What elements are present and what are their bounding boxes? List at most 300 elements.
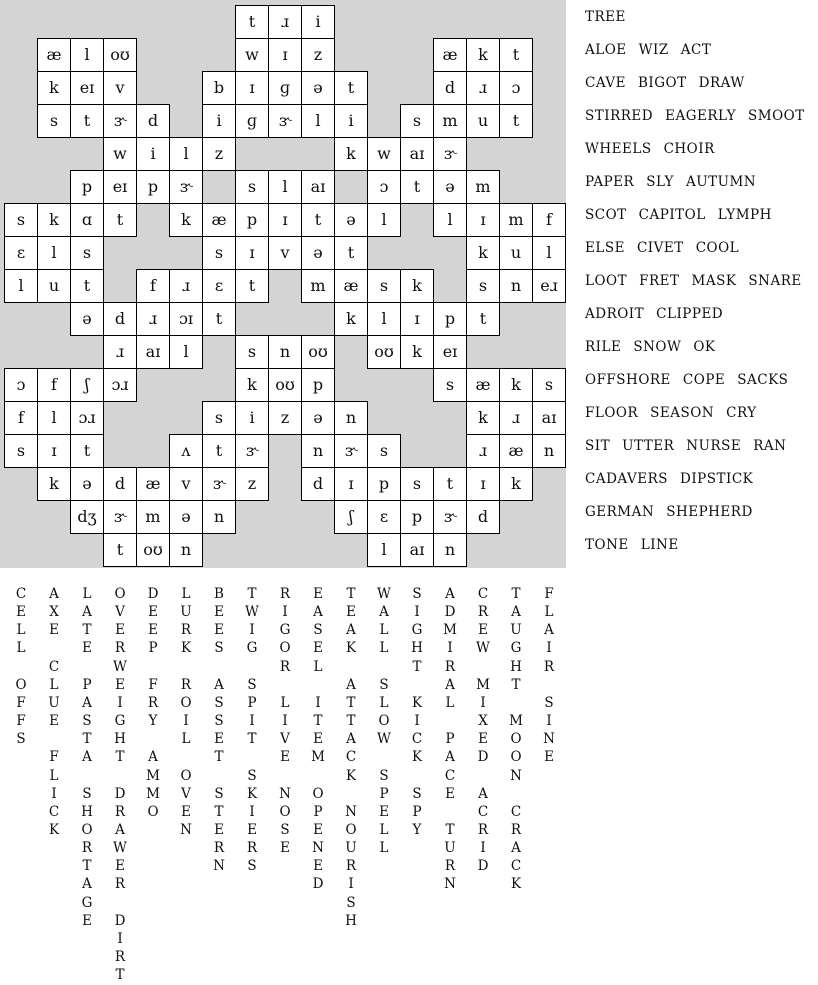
down-word-letter: M [476,676,490,693]
grid-cell: æ [499,434,533,468]
grid-cell: ə [334,203,368,237]
grid-cell: k [334,302,368,336]
across-words-row [585,170,756,194]
grid-cell: t [301,203,335,237]
down-word-letter: T [115,967,125,984]
grid-cell: æ [202,203,236,237]
down-word-letter: S [82,785,92,802]
grid-cell: k [37,71,71,105]
down-word-letter: O [510,749,522,766]
grid-cell: t [202,302,236,336]
down-word-letter: A [346,731,356,748]
grid-cell: ə [301,401,335,435]
grid-cell: d [433,71,467,105]
down-word-letter: R [81,840,93,857]
down-word-letter: I [414,604,420,621]
grid-cell: k [466,38,500,72]
down-word-letter: C [510,858,522,875]
down-word-letter: T [115,749,125,766]
down-word-letter: S [214,640,224,657]
down-word-letter: W [377,731,391,748]
down-word-letter: R [114,949,126,965]
across-words-row [585,38,711,62]
grid-cell: aɪ [136,335,170,369]
down-word-letter: T [511,676,521,693]
down-word-letter: P [412,803,422,820]
down-word-letter: E [82,640,92,657]
down-word-letter: X [49,604,59,621]
down-word-letter: I [249,713,255,730]
down-word-letter: O [180,767,192,784]
down-word-letter: E [148,604,158,621]
down-word-letter: T [82,731,92,748]
grid-cell: ɹ [169,269,203,303]
grid-cell: t [334,236,368,270]
grid-cell: ɛ [4,236,38,270]
across-word: SHEPHERD [666,504,753,520]
across-words-row [585,401,757,425]
down-word-letter: E [313,586,323,602]
down-word-letter: A [115,821,125,838]
down-word-letter: D [114,912,126,929]
grid-cell: k [334,137,368,171]
down-word-letter: L [379,640,389,657]
grid-cell: s [202,401,236,435]
down-word-letter: R [114,640,126,657]
down-word-letter: H [411,640,423,657]
grid-cell: s [466,269,500,303]
across-word: TREE [585,9,626,25]
down-word-letter: A [478,785,488,802]
down-word-letter: R [444,658,456,675]
down-word-letter: C [48,803,60,820]
across-word: GERMAN [585,504,655,520]
down-word-letter: F [544,586,554,602]
across-word: CAVE [585,75,627,91]
down-word-letter: E [49,713,59,730]
down-word-letter: A [511,840,521,857]
grid-cell: s [4,203,38,237]
down-word-letter: R [543,658,555,675]
grid-cell: z [235,467,269,501]
down-word-letter: D [477,749,489,766]
down-word-letter: A [82,749,92,766]
down-word-letter: D [312,876,324,893]
down-word-letter: C [411,731,423,748]
grid-cell: s [400,104,434,138]
grid-cell: t [103,533,137,567]
grid-cell: t [235,5,269,39]
down-word-letter: L [16,622,26,639]
grid-cell: s [37,104,71,138]
down-word-letter: I [348,876,354,893]
down-word-letter: W [113,840,127,857]
down-word-letter: T [346,713,356,730]
down-word-letter: S [313,622,323,639]
down-word-letter: O [279,640,291,657]
grid-cell: k [499,368,533,402]
grid-cell: n [334,401,368,435]
down-word-letter: K [510,876,522,893]
down-word-letter: O [510,731,522,748]
down-word-letter: N [444,876,456,893]
grid-cell: n [169,533,203,567]
grid-cell: i [334,104,368,138]
grid-cell: d [466,500,500,534]
across-word: PAPER [585,174,635,190]
grid-cell: z [301,38,335,72]
across-word: WHEELS [585,141,652,157]
grid-cell: f [532,203,566,237]
down-word-letter: V [181,785,191,802]
grid-cell: f [4,401,38,435]
down-word-letter: T [511,586,521,602]
grid-cell: k [169,203,203,237]
across-words-row [585,302,723,326]
across-word: COOL [695,240,740,256]
grid-cell: ɹ [466,71,500,105]
grid-cell: k [37,203,71,237]
down-word-letter: V [280,731,290,748]
across-word: LYMPH [717,207,772,223]
across-word: SLY [646,174,674,190]
down-word-letter: D [477,858,489,875]
grid-cell: ɝ [433,137,467,171]
across-word: SEASON [650,405,715,421]
down-word-letter: A [346,622,356,639]
down-word-letter: C [477,586,489,602]
down-word-letter: E [181,803,191,820]
down-word-letter: S [280,821,290,838]
across-word: SNARE [748,273,802,289]
down-word-letter: O [81,821,93,838]
down-word-letter: L [313,658,323,675]
grid-cell: v [169,467,203,501]
down-word-letter: R [180,676,192,693]
grid-cell: ɡ [268,71,302,105]
grid-cell: ɹ [499,401,533,435]
down-word-letter: Y [148,713,158,730]
down-word-letter: E [214,604,224,621]
grid-cell: ɪ [268,38,302,72]
down-word-letter: T [247,586,257,602]
across-word: FRET [639,273,680,289]
grid-cell: t [466,302,500,336]
grid-cell: ɪ [466,203,500,237]
down-word-letter: O [15,676,27,693]
across-words-row [585,467,753,491]
grid-cell: ɝ [202,467,236,501]
across-word: OK [693,339,716,355]
down-word-letter: R [477,821,489,838]
across-word: CAPITOL [638,207,706,223]
down-word-letter: C [444,767,456,784]
grid-cell: w [367,137,401,171]
grid-cell: m [136,500,170,534]
down-word-letter: E [82,912,92,929]
grid-cell: æ [37,38,71,72]
down-word-letter: R [345,858,357,875]
across-word: TONE [585,537,629,553]
grid-cell: d [103,467,137,501]
down-word-letter: F [148,676,158,693]
down-word-letter: S [412,586,422,602]
down-word-letter: N [345,803,357,820]
down-word-letter: M [146,785,160,802]
down-word-letter: P [148,640,158,657]
across-word: BIGOT [638,75,687,91]
down-word-letter: E [148,622,158,639]
grid-cell: ʃ [334,500,368,534]
down-word-letter: T [313,713,323,730]
down-word-letter: U [345,840,357,857]
down-word-letter: G [411,622,423,639]
grid-cell: aɪ [301,170,335,204]
down-word-letter: O [114,586,126,602]
across-word: CRY [726,405,757,421]
grid-cell: w [235,38,269,72]
grid-cell: d [136,104,170,138]
down-word-letter: L [16,640,26,657]
down-word-letter: I [183,713,189,730]
down-word-letter: I [315,694,321,711]
grid-cell: æ [466,368,500,402]
grid-cell: s [400,467,434,501]
grid-cell: ə [301,236,335,270]
down-word-letter: S [214,785,224,802]
down-word-letter: I [480,840,486,857]
across-word: SCOT [585,207,627,223]
across-words-row [585,104,805,128]
across-word: COPE [682,372,726,388]
grid-cell: ə [70,302,104,336]
across-word: AUTUMN [685,174,757,190]
down-word-letter: C [15,586,27,602]
grid-cell: p [136,170,170,204]
grid-cell: l [367,302,401,336]
grid-cell: l [169,137,203,171]
grid-cell: n [202,500,236,534]
grid-cell: ɔɹ [103,368,137,402]
across-word: ALOE [585,42,627,58]
grid-cell: l [4,269,38,303]
down-word-letter: W [476,640,490,657]
grid-cell: ɡ [235,104,269,138]
down-word-letter: H [114,731,126,748]
down-word-letter: X [478,713,488,730]
grid-cell: l [169,335,203,369]
down-word-letter: A [148,749,158,766]
grid-cell: s [235,335,269,369]
grid-cell: ɪ [334,467,368,501]
grid-cell: k [235,368,269,402]
grid-cell: t [103,203,137,237]
grid-cell: t [499,104,533,138]
grid-cell: ɝ [235,434,269,468]
grid-cell: k [466,236,500,270]
down-word-letter: I [117,694,123,711]
grid-cell: dʒ [70,500,104,534]
across-word: CADAVERS [585,471,668,487]
down-word-letter: D [147,586,159,602]
down-word-letter: G [114,713,126,730]
down-word-letter: S [379,676,389,693]
grid-cell: t [70,434,104,468]
grid-cell: aɪ [400,533,434,567]
down-word-letter: A [82,694,92,711]
across-word: DRAW [698,75,745,91]
grid-cell: oʊ [367,335,401,369]
down-word-letter: U [180,604,192,621]
down-word-letter: L [379,840,389,857]
grid-cell: v [268,236,302,270]
grid-cell: f [136,269,170,303]
grid-cell: i [202,104,236,138]
down-word-letter: A [379,604,389,621]
down-word-letter: S [247,676,257,693]
down-word-letter: S [214,713,224,730]
grid-cell: ɹ [268,5,302,39]
down-word-letter: I [546,640,552,657]
grid-cell: w [103,137,137,171]
grid-cell: t [235,269,269,303]
grid-cell: ɪ [235,236,269,270]
down-word-letter: K [411,694,423,711]
down-word-letter: U [510,622,522,639]
down-word-letter: D [444,604,456,621]
grid-cell: ɑ [70,203,104,237]
down-word-letter: I [282,713,288,730]
down-word-letter: P [445,731,455,748]
across-words-row [585,500,753,524]
grid-cell: oʊ [301,335,335,369]
down-word-letter: B [214,586,224,602]
across-word: SNOW [633,339,682,355]
grid-cell: s [433,368,467,402]
down-word-letter: R [279,586,291,602]
down-word-letter: R [213,840,225,857]
down-word-letter: T [82,858,92,875]
down-word-letter: M [443,622,457,639]
grid-cell: t [400,170,434,204]
grid-cell: n [532,434,566,468]
grid-cell: i [301,5,335,39]
grid-cell: ɝ [268,104,302,138]
down-word-letter: E [115,858,125,875]
down-word-letter: E [214,622,224,639]
across-words-row [585,335,716,359]
down-word-letter: I [249,803,255,820]
grid-cell: l [37,236,71,270]
down-word-letter: I [51,785,57,802]
grid-cell: æ [433,38,467,72]
grid-cell: ə [169,500,203,534]
down-word-letter: E [544,749,554,766]
grid-cell: n [433,533,467,567]
grid-cell: n [301,434,335,468]
grid-cell: p [70,170,104,204]
across-word: ADROIT [585,306,645,322]
grid-cell: æ [334,269,368,303]
down-word-letter: K [345,640,357,657]
grid-cell: ɪ [466,467,500,501]
down-word-letter: O [180,694,192,711]
down-word-letter: R [246,840,258,857]
down-word-letter: E [445,785,455,802]
down-word-letter: T [412,658,422,675]
down-word-letter: U [444,840,456,857]
across-word: DIPSTICK [680,471,754,487]
grid-cell: ɪ [268,203,302,237]
down-word-letter: R [477,604,489,621]
down-word-letter: R [510,821,522,838]
down-word-letter: S [214,694,224,711]
grid-cell: d [103,302,137,336]
across-word: STIRRED [585,108,654,124]
down-word-letter: E [16,604,26,621]
grid-cell: eɪ [103,170,137,204]
grid-cell: k [37,467,71,501]
across-word: CIVET [636,240,684,256]
grid-cell: l [367,533,401,567]
down-word-letter: L [445,694,455,711]
down-word-letter: M [146,767,160,784]
down-word-letter: N [180,821,192,838]
down-word-letter: N [279,785,291,802]
across-word: LOOT [585,273,628,289]
down-word-letter: Y [412,821,422,838]
down-word-letter: E [313,821,323,838]
down-word-letter: C [345,749,357,766]
grid-cell: s [4,434,38,468]
down-word-letter: O [312,785,324,802]
across-words-row [585,434,786,458]
grid-cell: s [532,368,566,402]
grid-cell: f [37,368,71,402]
grid-cell: ɛ [367,500,401,534]
across-word: NURSE [686,438,742,454]
down-word-letter: A [511,604,521,621]
down-word-letter: L [49,767,59,784]
across-word: CHOIR [663,141,715,157]
down-word-letter: N [510,767,522,784]
grid-cell: i [136,137,170,171]
across-word: MASK [691,273,737,289]
grid-cell: oʊ [268,368,302,402]
grid-cell: m [466,170,500,204]
grid-cell: ɹ [466,434,500,468]
down-word-letter: E [478,622,488,639]
down-word-letter: W [377,586,391,602]
grid-cell: v [103,71,137,105]
grid-cell: k [499,467,533,501]
across-word: RILE [585,339,622,355]
grid-cell: k [466,401,500,435]
grid-cell: b [202,71,236,105]
grid-cell: oʊ [136,533,170,567]
grid-cell: l [532,236,566,270]
down-word-letter: E [49,622,59,639]
down-word-letter: A [214,676,224,693]
down-word-letter: A [346,676,356,693]
across-word: LINE [640,537,679,553]
grid-cell: i [235,401,269,435]
down-word-letter: L [379,821,389,838]
down-word-letter: S [16,731,26,748]
grid-cell: ɹ [136,302,170,336]
across-word: SIT [585,438,611,454]
across-word: FLOOR [585,405,639,421]
